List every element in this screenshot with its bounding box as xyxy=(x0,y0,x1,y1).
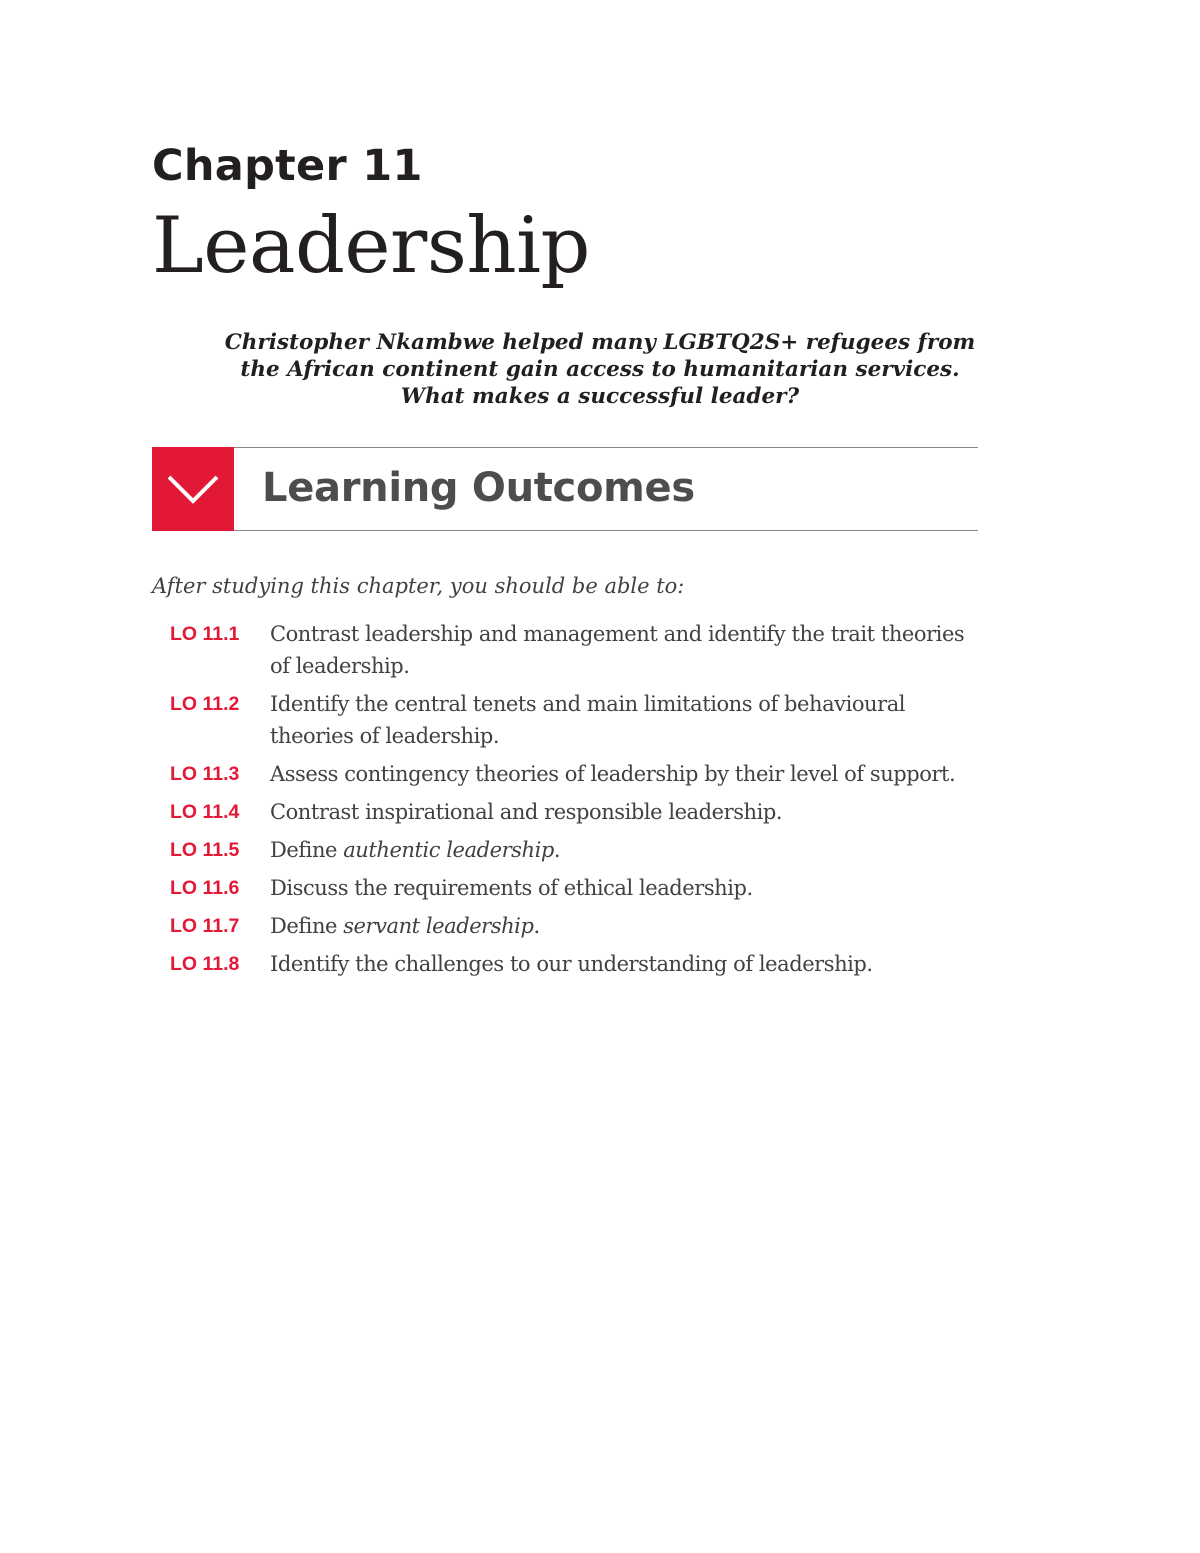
learning-outcome-item xyxy=(152,948,982,980)
learning-outcome-text-part: Define xyxy=(270,914,344,938)
learning-outcome-term: servant leadership xyxy=(343,914,534,938)
learning-outcome-code: LO 11.6 xyxy=(170,877,240,899)
chapter-label: Chapter 11 xyxy=(152,141,423,191)
learning-outcome-code: LO 11.3 xyxy=(170,763,240,785)
learning-outcome-code: LO 11.8 xyxy=(170,953,240,975)
learning-outcome-text-part: . xyxy=(533,914,540,938)
learning-outcome-item xyxy=(152,872,982,904)
learning-outcome-text xyxy=(270,834,982,866)
learning-outcomes-heading: Learning Outcomes xyxy=(262,465,695,511)
intro-line: What makes a successful leader? xyxy=(400,384,800,409)
intro-line: the African continent gain access to humanitarian services. xyxy=(240,357,960,382)
intro-line: Christopher Nkambwe helped many LGBTQ2S+ refugees from xyxy=(224,330,976,355)
learning-outcome-item xyxy=(152,688,982,752)
learning-outcome-text: Identify the central tenets and main limitations of behavioural theories of leadership. xyxy=(270,692,906,748)
learning-outcome-text: Identify the challenges to our understanding of leadership. xyxy=(270,952,873,976)
learning-outcome-text: Assess contingency theories of leadership by their level of support. xyxy=(270,762,956,786)
learning-outcome-code: LO 11.7 xyxy=(170,915,240,937)
learning-outcome-text-part: Define xyxy=(270,838,344,862)
learning-outcome-item xyxy=(152,834,982,866)
learning-outcomes-intro: After studying this chapter, you should be able to: xyxy=(152,574,685,598)
chevron-down-icon xyxy=(152,447,234,531)
learning-outcome-text: Contrast leadership and management and identify the trait theories of leadership. xyxy=(270,622,965,678)
learning-outcome-item xyxy=(152,910,982,942)
learning-outcome-code: LO 11.4 xyxy=(170,801,240,823)
chapter-title: Leadership xyxy=(152,201,590,291)
learning-outcome-text: Discuss the requirements of ethical leadership. xyxy=(270,876,753,900)
learning-outcome-term: authentic leadership xyxy=(343,838,554,862)
chapter-intro xyxy=(150,329,1050,410)
learning-outcome-item xyxy=(152,796,982,828)
learning-outcome-code: LO 11.5 xyxy=(170,839,240,861)
learning-outcome-text xyxy=(270,910,982,942)
learning-outcomes-badge xyxy=(152,447,234,531)
learning-outcome-code: LO 11.2 xyxy=(170,693,240,715)
learning-outcome-item xyxy=(152,618,982,682)
learning-outcome-item xyxy=(152,758,982,790)
learning-outcomes-list xyxy=(152,618,982,986)
learning-outcomes-banner xyxy=(152,447,978,531)
learning-outcome-text: Contrast inspirational and responsible leadership. xyxy=(270,800,783,824)
learning-outcome-code: LO 11.1 xyxy=(170,623,240,645)
learning-outcome-text-part: . xyxy=(553,838,561,862)
